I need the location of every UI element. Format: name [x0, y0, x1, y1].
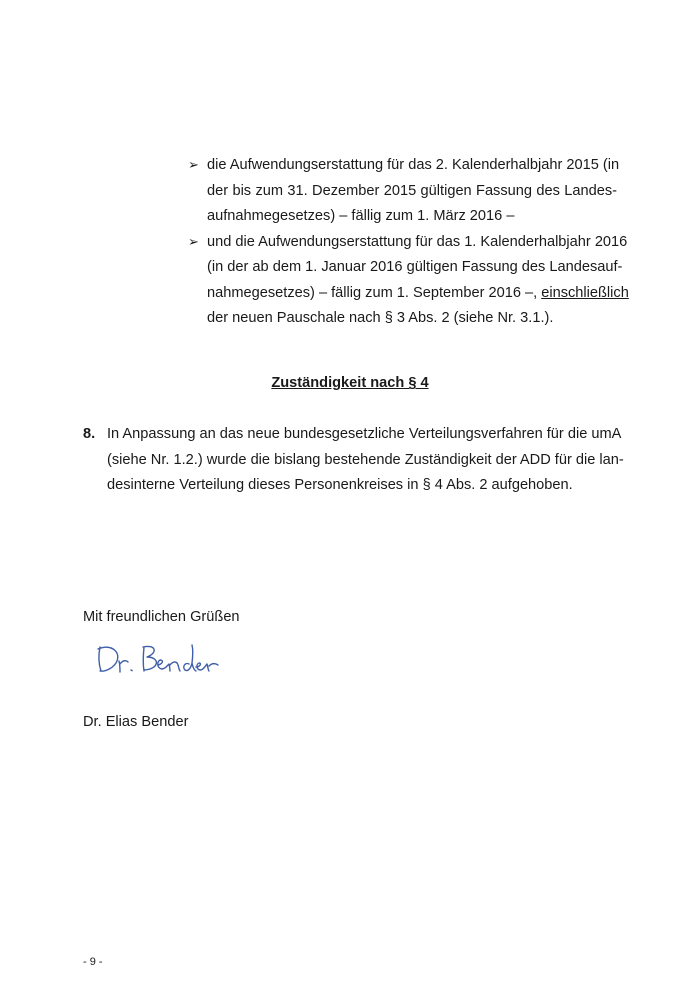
page-number: - 9 - [83, 956, 103, 968]
emphasis-einschliesslich: einschließlich [541, 285, 629, 301]
bullet-1-line-2: der bis zum 31. Dezember 2015 gültigen Fassung des Landes- [207, 183, 617, 199]
paragraph-8-line-3: desinterne Verteilung dieses Personenkreises in § 4 Abs. 2 aufgehoben. [107, 477, 573, 493]
arrow-bullet-icon: ➢ [188, 234, 199, 249]
bullet-1-line-1: die Aufwendungserstattung für das 2. Kalenderhalbjahr 2015 (in [207, 157, 620, 173]
arrow-bullet-icon: ➢ [188, 157, 199, 172]
handwritten-signature [92, 637, 227, 685]
paragraph-number: 8. [83, 426, 96, 442]
bullet-2-line-2: (in der ab dem 1. Januar 2016 gültigen Fassung des Landesauf- [207, 259, 623, 275]
closing-greeting: Mit freundlichen Grüßen [83, 609, 240, 625]
section-heading: Zuständigkeit nach § 4 [271, 375, 429, 391]
paragraph-8-line-2: (siehe Nr. 1.2.) wurde die bislang bestehende Zuständigkeit der ADD für die lan- [107, 452, 624, 468]
bullet-2-line-1: und die Aufwendungserstattung für das 1. Kalenderhalbjahr 2016 [207, 234, 628, 250]
paragraph-8-line-1: In Anpassung an das neue bundesgesetzliche Verteilungsverfahren für die umA [107, 426, 622, 442]
signatory-name: Dr. Elias Bender [83, 714, 189, 730]
bullet-2-line-3-text: nahmegesetzes) – fällig zum 1. September 2016 –, [207, 285, 542, 301]
bullet-2-line-3 [207, 284, 629, 302]
bullet-1-line-3: aufnahmegesetzes) – fällig zum 1. März 2016 – [207, 208, 515, 224]
bullet-2-line-4: der neuen Pauschale nach § 3 Abs. 2 (siehe Nr. 3.1.). [207, 310, 554, 326]
